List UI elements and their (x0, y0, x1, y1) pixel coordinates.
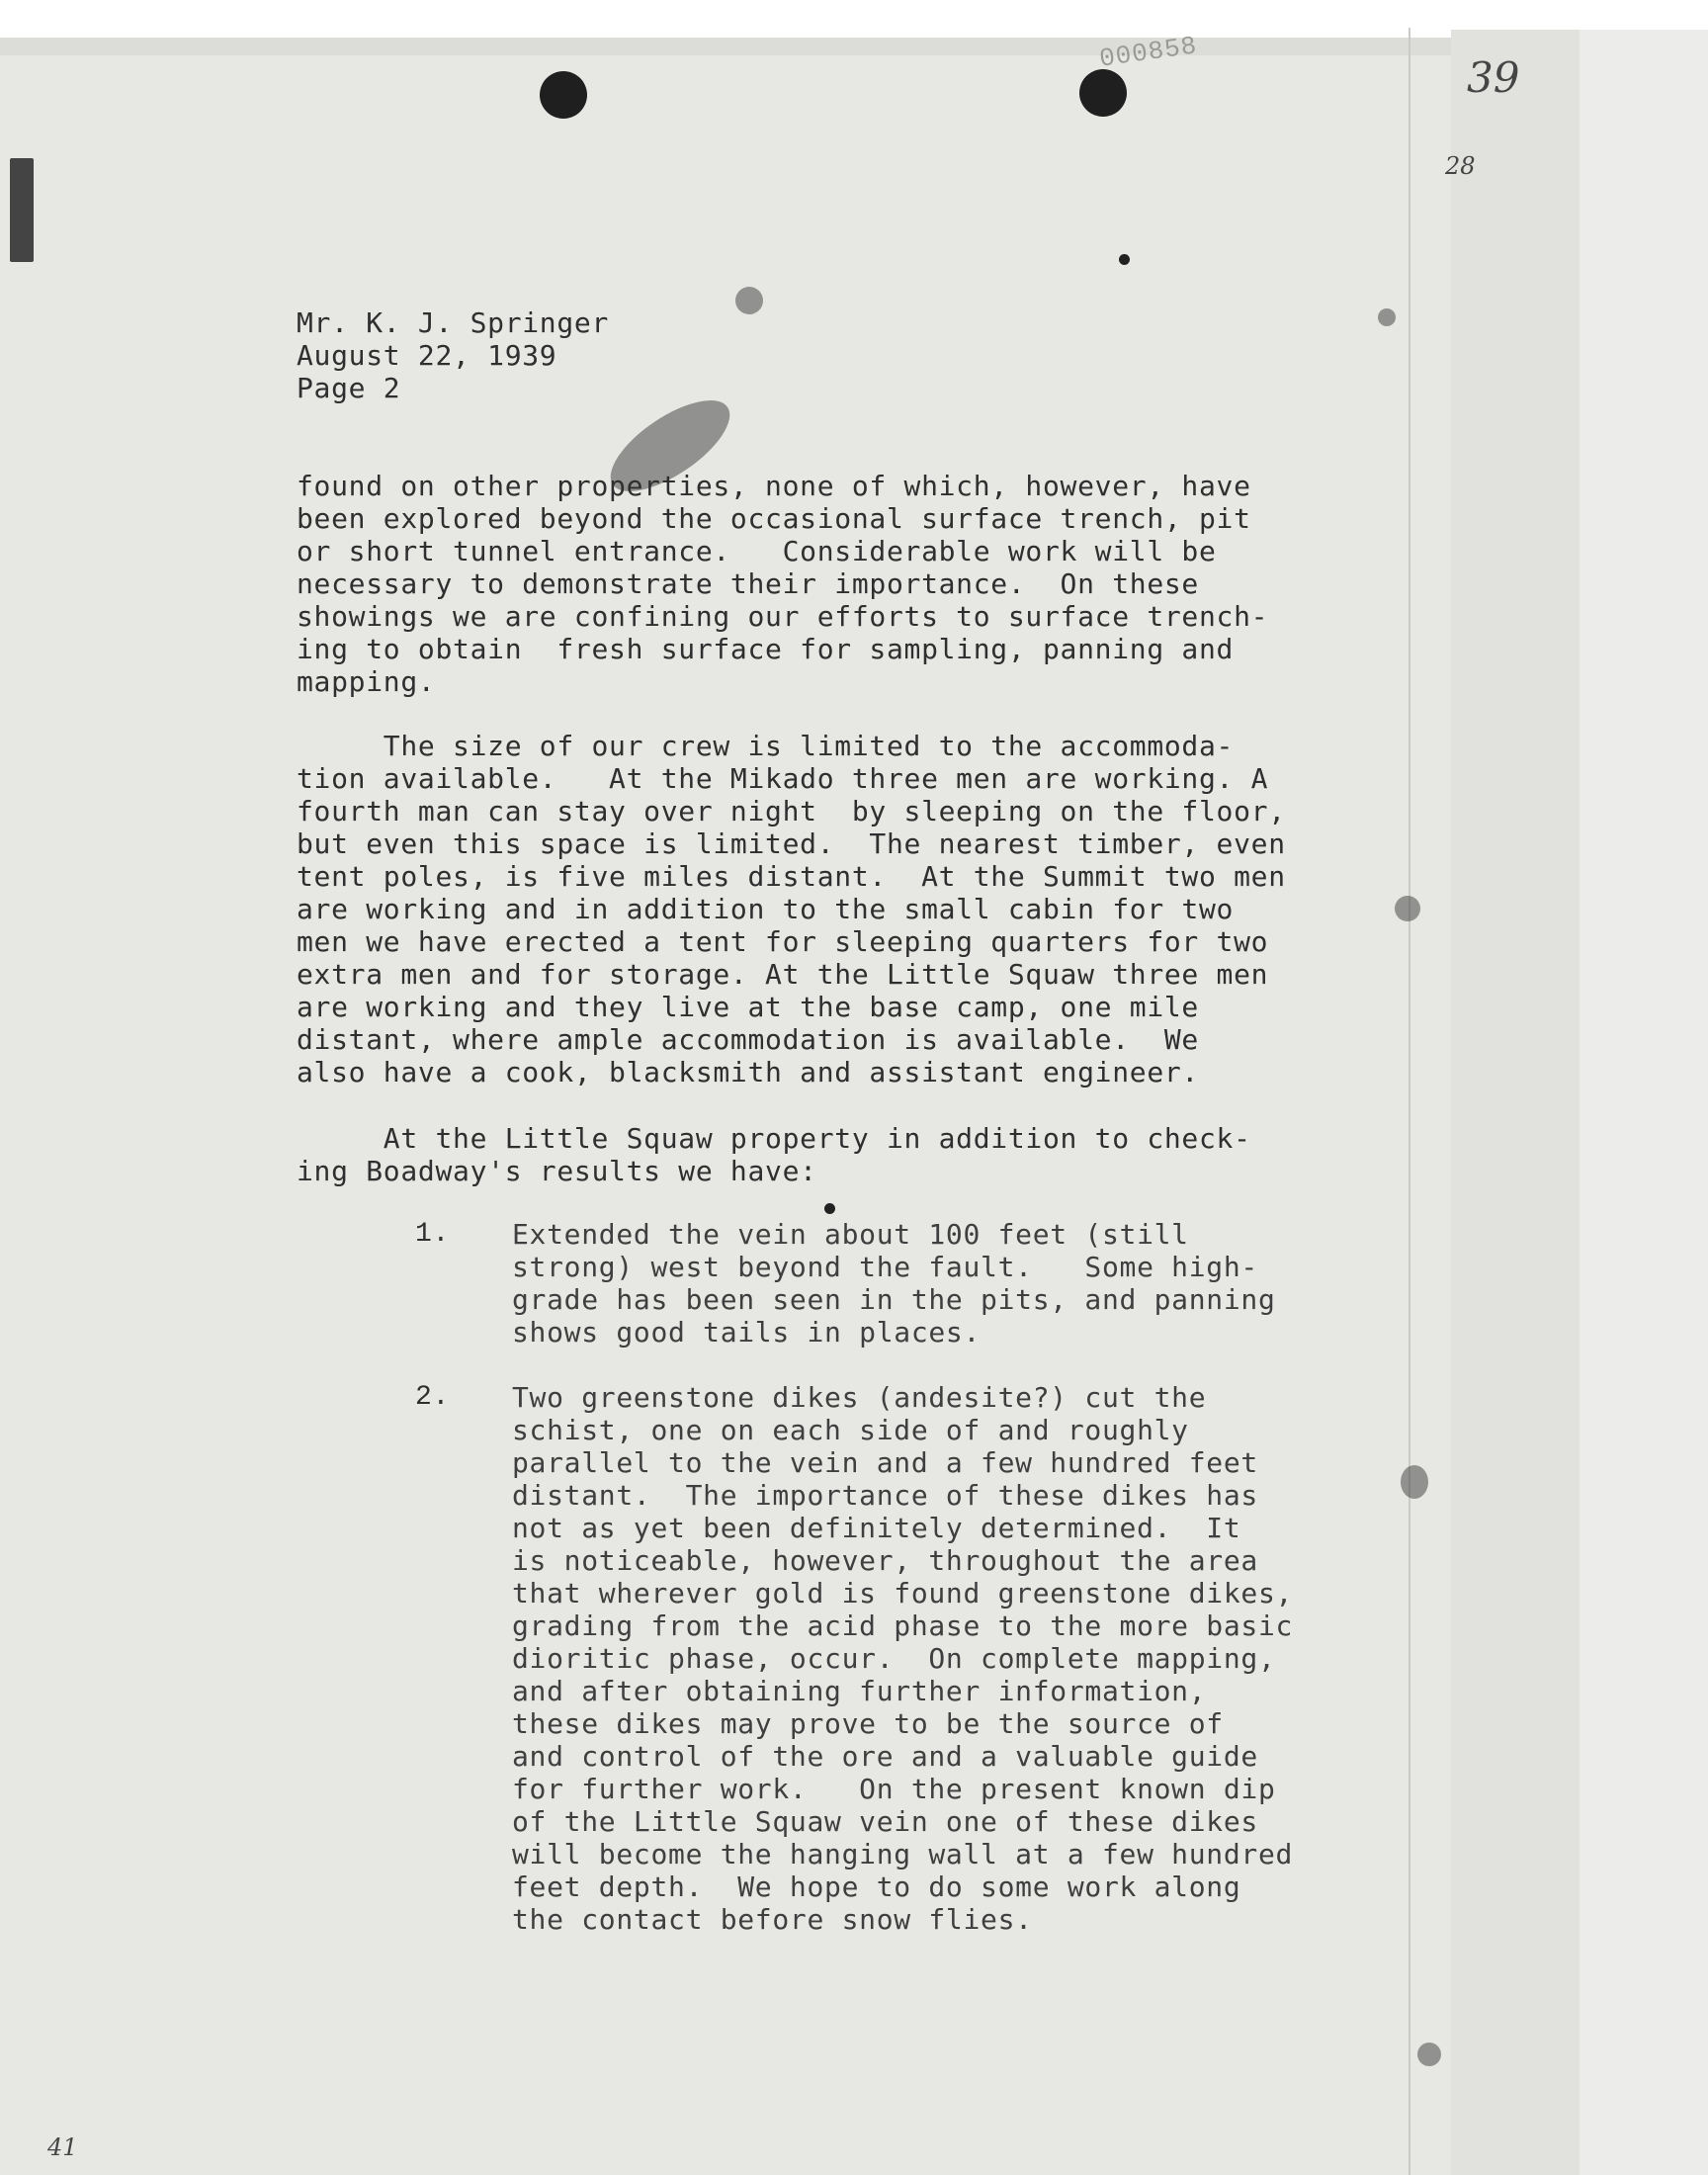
punch-hole-right (1079, 69, 1127, 117)
right-margin (1451, 30, 1708, 2175)
corner-handwritten-number: 41 (47, 2133, 78, 2161)
left-edge-mark (10, 158, 34, 262)
handwritten-sub-number: 28 (1445, 152, 1476, 180)
fold-line (1409, 28, 1410, 2175)
list-item-text: Two greenstone dikes (andesite?) cut the schist, one on each side of and roughly parallel to the vein and a few hundred feet distant. The importance of these dikes has not as yet been definitely determined. It is noticeable, however, throughout the area that wherever gold is found greenstone dikes, grading from the acid phase to the more basic dioritic phase, occur. On complete mapping, and after obtaining further information, these dikes may prove to be the source of and control of the ore and a valuable guide for further work. On the present known dip of the Little Squaw vein one of these dikes will become the hanging wall at a few hundred feet depth. We hope to do some work along the contact before snow flies. (512, 1381, 1294, 1936)
punch-hole-left (540, 71, 587, 119)
list-number: 2. (415, 1382, 451, 1413)
ink-dot (1119, 254, 1130, 265)
paragraph-3: At the Little Squaw property in addition to check- ing Boadway's results we have: (297, 1122, 1251, 1187)
ink-smudge (1395, 896, 1420, 921)
handwritten-page-number: 39 (1467, 53, 1520, 102)
ink-smudge (1378, 308, 1396, 326)
ink-smudge (1401, 1465, 1428, 1499)
paragraph-2: The size of our crew is limited to the accommoda- tion available. At the Mikado three men are working. A fourth man can stay over night by sleeping on the floor, but even this space is limited. The nearest timber, even tent poles, is five miles distant. At the Summit two men are working and in addition to the small cabin for two men we have erected a tent for sleeping quarters for two extra men and for storage. At the Little Squaw three men are working and they live at the base camp, one mile distant, where ample accommodation is available. We also have a cook, blacksmith and assistant engineer. (297, 730, 1286, 1088)
paragraph-1: found on other properties, none of which, however, have been explored beyond the occasional surface trench, pit or short tunnel entrance. Considerable work will be necessary to demonstrate their importance. On these showings we are confining our efforts to surface trench- ing to obtain fresh surface for sampling, panning and mapping. (297, 470, 1269, 698)
list-item-text: Extended the vein about 100 feet (still strong) west beyond the fault. Some high- grade has been seen in the pits, and panning shows good tails in places. (512, 1218, 1276, 1348)
ink-smudge (735, 287, 763, 314)
archive-stamp: 000858 (1097, 31, 1200, 74)
ink-smudge (1417, 2043, 1441, 2066)
list-number: 1. (415, 1219, 451, 1250)
letter-heading: Mr. K. J. Springer August 22, 1939 Page 2 (297, 306, 610, 404)
ink-dot (824, 1203, 835, 1214)
